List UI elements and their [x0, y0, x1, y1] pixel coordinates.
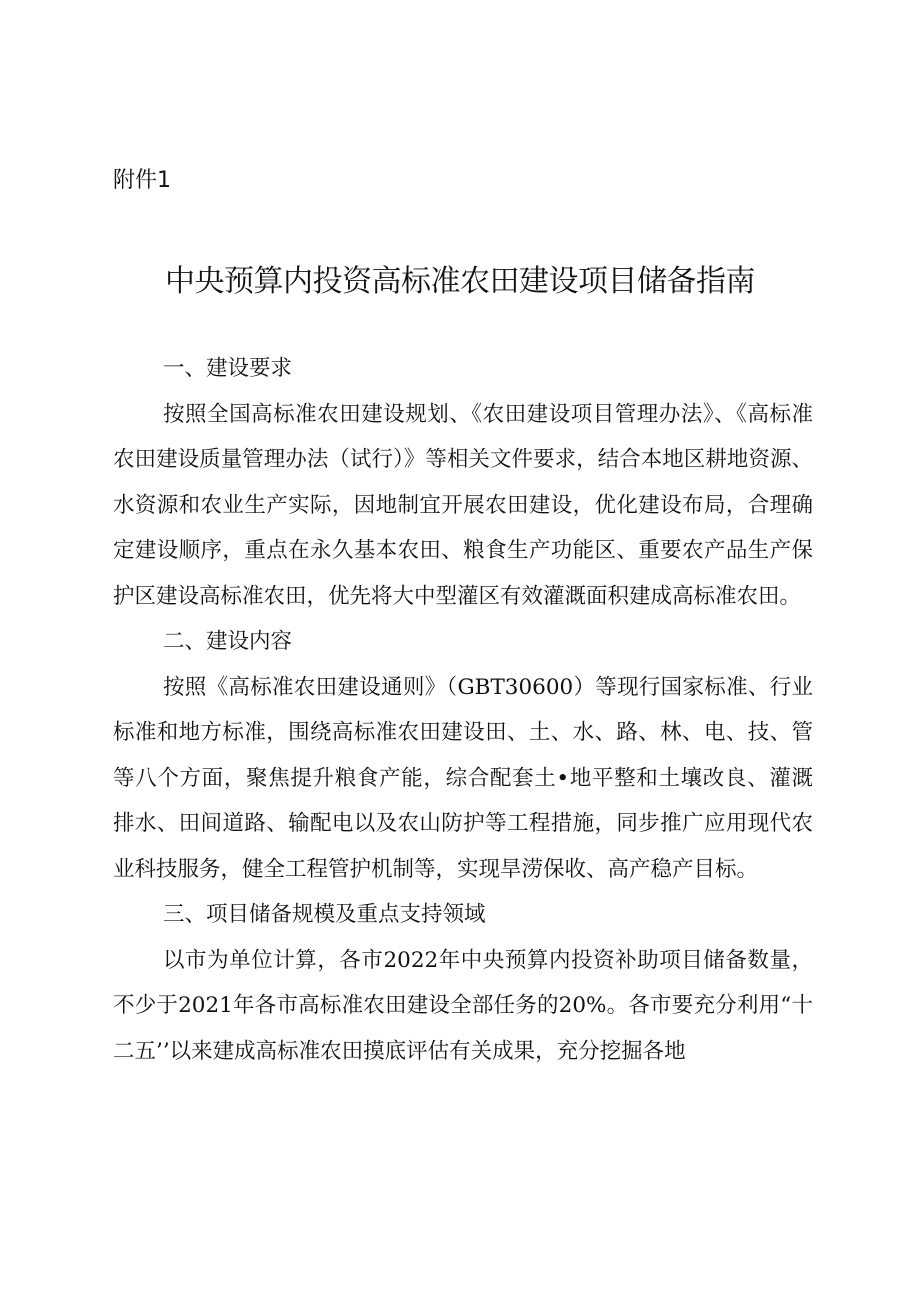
section-heading-content: 二、建设内容	[163, 629, 293, 654]
document-body	[113, 346, 813, 1074]
attachment-label: 附件1	[113, 168, 171, 193]
section-heading-requirements: 一、建设要求	[163, 356, 293, 381]
section-heading-scale: 三、项目储备规模及重点支持领域	[163, 902, 486, 927]
section-paragraph-requirements: 按照全国高标准农田建设规划、《农田建设项目管理办法》、《高标准农田建设质量管理办法（试行）》等相关文件要求，结合本地区耕地资源、水资源和农业生产实际，因地制宜开展农田建设，优化建设布局，合理确定建设顺序，重点在永久基本农田、粮食生产功能区、重要农产品生产保护区建设高标准农田，优先将大中型灌区有效灌溉面积建成高标准农田。	[113, 401, 813, 609]
section-paragraph-scale: 以市为单位计算，各市2022年中央预算内投资补助项目储备数量，不少于2021年各市高标准农田建设全部任务的20%。各市要充分利用“十二五’’以来建成高标准农田摸底评估有关成果，充分挖掘各地	[113, 947, 813, 1064]
section-paragraph-content: 按照《高标准农田建设通则》（GBT30600）等现行国家标准、行业标准和地方标准，围绕高标准农田建设田、土、水、路、林、电、技、管等八个方面，聚焦提升粮食产能，综合配套土•地平整和土壤改良、灌溉排水、田间道路、输配电以及农山防护等工程措施，同步推广应用现代农业科技服务，健全工程管护机制等，实现旱涝保收、高产稳产目标。	[113, 674, 813, 882]
document-title: 中央预算内投资高标准农田建设项目储备指南	[165, 264, 755, 299]
